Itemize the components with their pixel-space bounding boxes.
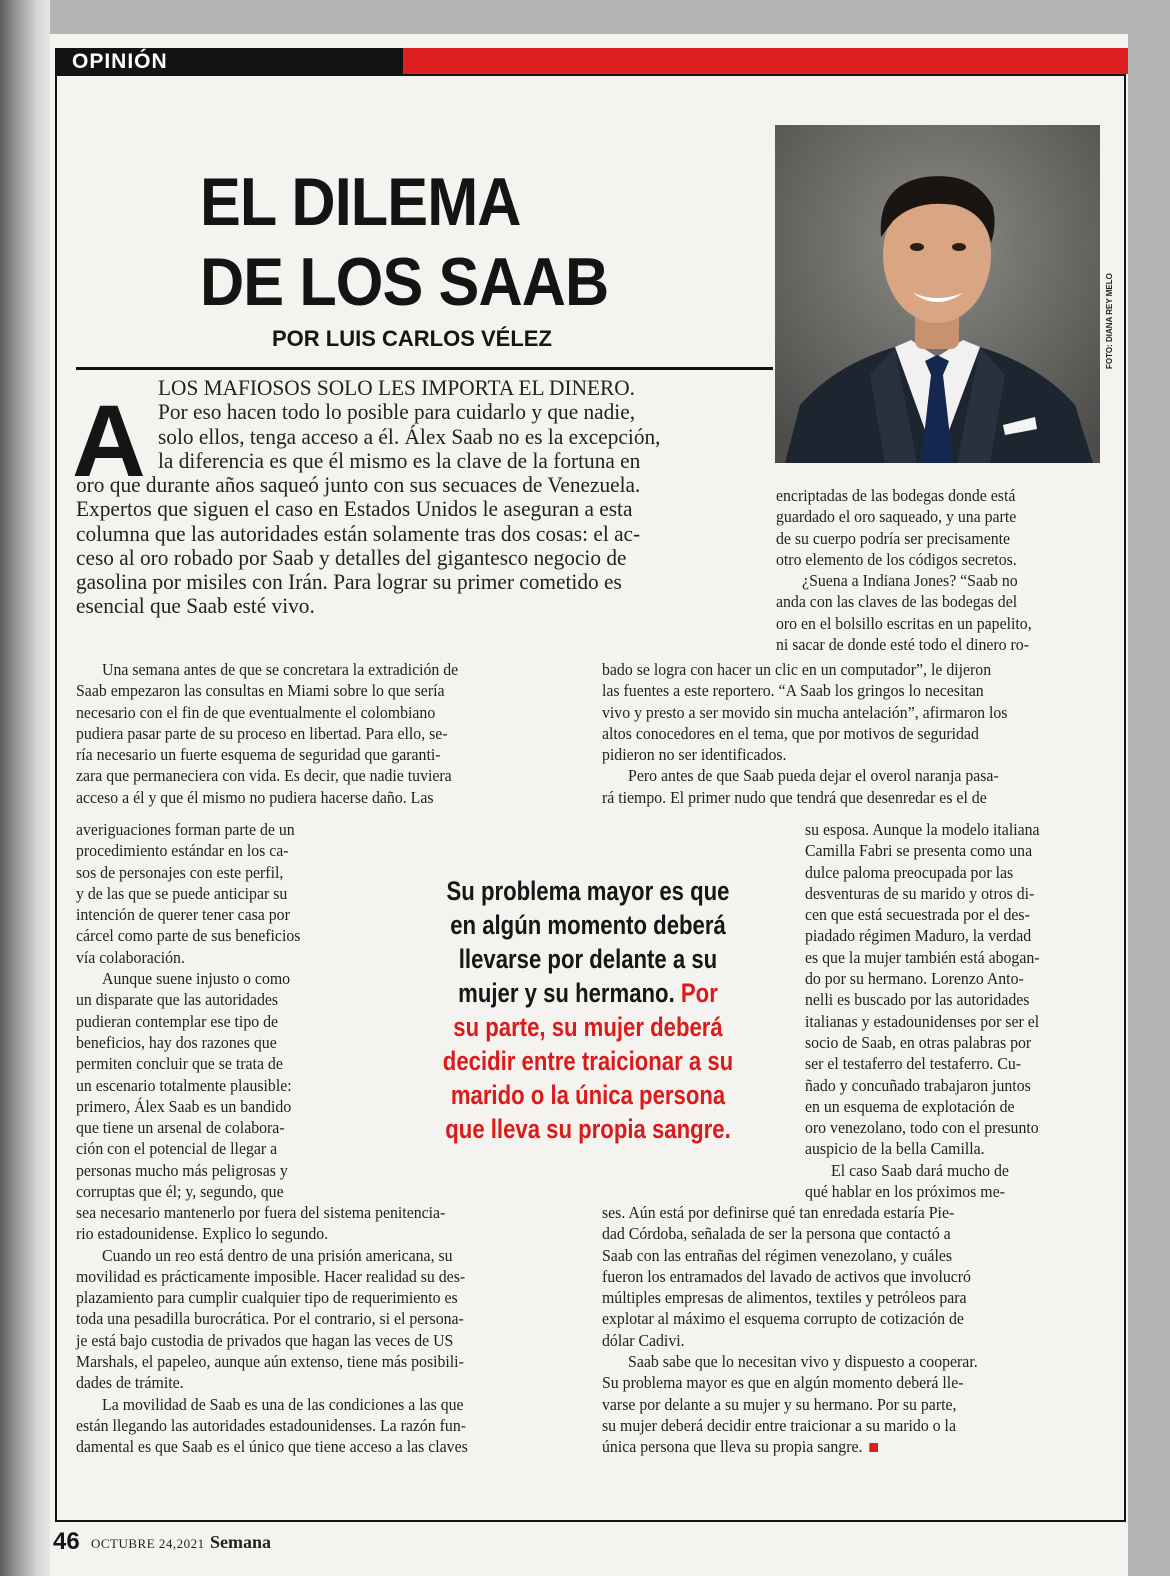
text-line: explotar al máximo el esquema corrupto de cotización de <box>602 1309 964 1329</box>
text-line: intención de querer tener casa por <box>76 905 290 925</box>
text-line: averiguaciones forman parte de un <box>76 820 295 839</box>
text-line: y de las que se puede anticipar su <box>76 883 288 903</box>
text-line: Una semana antes de que se concretara la extradición de <box>102 660 459 679</box>
text-line: rio estadounidense. Explico lo segundo. <box>76 1224 329 1244</box>
text-line: fueron los entramados del lavado de activos que involucró <box>602 1266 971 1286</box>
lead-line: oro que durante años saqueó junto con sus secuaces de Venezuela. <box>76 472 641 497</box>
magazine-page <box>50 34 1128 1576</box>
text-line: ción con el potencial de llegar a <box>76 1139 278 1159</box>
column-2-middle <box>805 819 1040 1202</box>
lead-line: esencial que Saab esté vivo. <box>76 593 315 619</box>
author-photo <box>775 125 1100 463</box>
pull-quote-red-text: Por <box>680 978 718 1008</box>
text-line: procedimiento estándar en los ca- <box>76 841 289 861</box>
text-line: nelli es buscado por las autoridades <box>805 990 1030 1010</box>
text-line: que tiene un arsenal de colabora- <box>76 1118 285 1138</box>
pull-quote-line-red: que lleva su propia sangre. <box>445 1114 731 1144</box>
text-line: personas mucho más peligrosas y <box>76 1160 288 1180</box>
text-line: su esposa. Aunque la modelo italiana <box>805 820 1040 839</box>
lead-paragraph <box>76 473 640 619</box>
text-line: necesario con el fin de que eventualmente el colombiano <box>76 702 436 722</box>
text-line: es que la mujer también está abogan- <box>805 947 1040 967</box>
text-line: ni sacar de donde esté todo el dinero ro- <box>776 635 1029 655</box>
text-line: ser el testaferro del testaferro. Cu- <box>805 1054 1022 1074</box>
text-line: dades de trámite. <box>76 1373 184 1393</box>
text-line: ses. Aún está por definirse qué tan enredada estaría Pie- <box>602 1203 955 1222</box>
lead-line: la diferencia es que él mismo es la clave de la fortuna en <box>158 447 641 473</box>
text-line: bado se logra con hacer un clic en un computador”, le dijeron <box>602 660 992 679</box>
red-square-icon <box>869 1443 878 1452</box>
text-line: un escenario totalmente plausible: <box>76 1075 292 1095</box>
text-line: cen que está secuestrada por el des- <box>805 905 1030 925</box>
text-line: Saab sabe que lo necesitan vivo y dispuesto a cooperar. <box>628 1352 978 1372</box>
pull-quote-black-text: mujer y su hermano. <box>458 978 675 1008</box>
text-line: primero, Álex Saab es un bandido <box>76 1096 292 1116</box>
text-line: altos conocedores en el tema, que por motivos de seguridad <box>602 723 979 743</box>
text-line: dad Córdoba, señalada de ser la persona que contactó a <box>602 1224 951 1244</box>
pull-quote-line: Su problema mayor es que <box>446 876 730 906</box>
text-line: Su problema mayor es que en algún momento deberá lle- <box>602 1373 964 1393</box>
column-1-bottom <box>76 1202 468 1458</box>
pull-quote-line-red: marido o la única persona <box>450 1080 726 1110</box>
text-line: sea necesario mantenerlo por fuera del sistema penitencia- <box>76 1203 446 1222</box>
text-line: están llegando las autoridades estadounidenses. La razón fun- <box>76 1415 467 1435</box>
frame-bottom <box>55 1520 1126 1522</box>
text-line: guardado el oro saqueado, y una parte <box>776 507 1017 527</box>
text-line: acceso a él y que él mismo no pudiera hacerse daño. Las <box>76 787 434 807</box>
headline-line: DE LOS SAAB <box>200 244 609 320</box>
text-line: zara que permaneciera con vida. Es decir, que nadie tuviera <box>76 766 452 786</box>
lead-line: ceso al oro robado por Saab y detalles del gigantesco negocio de <box>76 544 627 570</box>
lead-line: gasolina por misiles con Irán. Para lograr su primer cometido es <box>76 569 622 595</box>
pull-quote-line-red: su parte, su mujer deberá <box>453 1012 723 1042</box>
text-line: otro elemento de los códigos secretos. <box>776 549 1017 569</box>
text-line: piadado régimen Maduro, la verdad <box>805 926 1032 946</box>
frame-left <box>55 74 57 1522</box>
text-line: en un esquema de explotación de <box>805 1096 1015 1116</box>
text-line: ñado y concuñado trabajaron juntos <box>805 1075 1031 1095</box>
frame-right <box>1124 74 1126 1522</box>
text-line: ¿Suena a Indiana Jones? “Saab no <box>802 571 1018 591</box>
lead-paragraph-indented <box>158 376 660 473</box>
text-line: las fuentes a este reportero. “A Saab los gringos lo necesitan <box>602 681 984 701</box>
text-line: pudieran contemplar ese tipo de <box>76 1011 279 1031</box>
text-line: Saab con las entrañas del régimen venezolano, y cuáles <box>602 1245 953 1265</box>
magazine-name: Semana <box>210 1532 272 1552</box>
text-line: Pero antes de que Saab pueda dejar el overol naranja pasa- <box>628 766 999 786</box>
lead-line: columna que las autoridades están solamente tras dos cosas: el ac- <box>76 520 641 546</box>
text-line: La movilidad de Saab es una de las condiciones a las que <box>102 1394 464 1414</box>
lead-line: solo ellos, tenga acceso a él. Álex Saab no es la excepción, <box>158 423 661 449</box>
text-line: socio de Saab, en otras palabras por <box>805 1032 1032 1052</box>
text-line: cárcel como parte de sus beneficios <box>76 926 301 946</box>
text-line: je está bajo custodia de privados que hagan las veces de US <box>76 1330 454 1350</box>
text-line: pidieron no ser identificados. <box>602 745 787 765</box>
section-bar-red <box>403 48 1128 74</box>
pull-quote-line: llevarse por delante a su <box>458 944 718 974</box>
text-line: damental es que Saab es el único que tiene acceso a las claves <box>76 1437 468 1457</box>
text-line: Saab empezaron las consultas en Miami sobre lo que sería <box>76 681 445 701</box>
text-line: su mujer deberá decidir entre traicionar a su marido o la <box>602 1415 956 1435</box>
headline <box>200 162 609 322</box>
text-line: Marshals, el papeleo, aunque aún extenso, tiene más posibili- <box>76 1352 464 1372</box>
text-line: toda una pesadilla burocrática. Por el contrario, si el persona- <box>76 1309 464 1329</box>
text-line: plazamiento para cumplir cualquier tipo de requerimiento es <box>76 1288 458 1308</box>
text-line: auspicio de la bella Camilla. <box>805 1139 985 1159</box>
text-line-end: única persona que lleva su propia sangre. <box>602 1437 863 1457</box>
headline-rule <box>76 367 773 370</box>
column-2-bottom <box>602 1202 978 1458</box>
column-2-continued <box>602 659 1007 808</box>
text-line: vía colaboración. <box>76 947 185 967</box>
pull-quote-line-red: decidir entre traicionar a su <box>442 1046 734 1076</box>
text-line: dulce paloma preocupada por las <box>805 862 1014 882</box>
text-line: sos de personajes con este perfil, <box>76 862 284 882</box>
text-line: dólar Cadivi. <box>602 1330 685 1350</box>
page-gutter <box>0 0 50 1576</box>
text-line: desventuras de su marido y otros di- <box>805 883 1035 903</box>
headline-line: EL DILEMA <box>200 164 521 240</box>
text-line: múltiples empresas de alimentos, textiles y petróleos para <box>602 1288 967 1308</box>
column-1-top <box>76 659 458 808</box>
text-line: Cuando un reo está dentro de una prisión americana, su <box>102 1245 453 1265</box>
text-line: ría necesario un fuerte esquema de seguridad que garanti- <box>76 745 441 765</box>
text-line: un disparate que las autoridades <box>76 990 279 1010</box>
section-label: OPINIÓN <box>72 50 168 73</box>
lead-line: Expertos que siguen el caso en Estados Unidos le aseguran a esta <box>76 496 633 522</box>
text-line: corruptas que él; y, segundo, que <box>76 1182 284 1202</box>
text-line: oro venezolano, todo con el presunto <box>805 1118 1039 1138</box>
byline: POR LUIS CARLOS VÉLEZ <box>272 326 552 351</box>
text-line: anda con las claves de las bodegas del <box>776 592 1018 612</box>
pull-quote-line <box>424 976 752 1010</box>
text-line: de su cuerpo podría ser precisamente <box>776 528 1011 548</box>
lead-line: Por eso hacen todo lo posible para cuidarlo y que nadie, <box>158 399 636 425</box>
text-line: pudiera pasar parte de su proceso en libertad. Para ello, se- <box>76 723 448 743</box>
text-line: do por su hermano. Lorenzo Anto- <box>805 969 1024 989</box>
text-line: vivo y presto a ser movido sin mucha antelación”, afirmaron los <box>602 702 1008 722</box>
text-line: Aunque suene injusto o como <box>102 969 291 989</box>
text-line: movilidad es prácticamente imposible. Hacer realidad su des- <box>76 1266 466 1286</box>
text-line: Camilla Fabri se presenta como una <box>805 841 1033 861</box>
page-number: 46 <box>53 1528 80 1555</box>
text-line: qué hablar en los próximos me- <box>805 1182 1005 1202</box>
lead-line: LOS MAFIOSOS SOLO LES IMPORTA EL DINERO. <box>158 375 636 400</box>
column-1-middle <box>76 819 300 1202</box>
text-line: rá tiempo. El primer nudo que tendrá que desenredar es el de <box>602 787 987 807</box>
text-line: oro en el bolsillo escritas en un papelito, <box>776 613 1032 633</box>
pull-quote <box>424 874 752 1146</box>
issue-date: OCTUBRE 24,2021 <box>91 1536 205 1551</box>
drop-cap: A <box>72 384 146 498</box>
text-line: italianas y estadounidenses por ser el <box>805 1011 1040 1031</box>
text-line: El caso Saab dará mucho de <box>831 1160 1009 1180</box>
text-line: varse por delante a su mujer y su hermano. Por su parte, <box>602 1394 957 1414</box>
text-line <box>602 1436 978 1457</box>
text-line: beneficios, hay dos razones que <box>76 1032 277 1052</box>
text-line: encriptadas de las bodegas donde está <box>776 486 1016 505</box>
pull-quote-line: en algún momento deberá <box>450 910 726 940</box>
text-line: permiten concluir que se trata de <box>76 1054 283 1074</box>
column-2-top <box>776 485 1032 655</box>
photo-credit: FOTO: DIANA REY MELO <box>1105 273 1114 369</box>
frame-top <box>55 74 1126 76</box>
